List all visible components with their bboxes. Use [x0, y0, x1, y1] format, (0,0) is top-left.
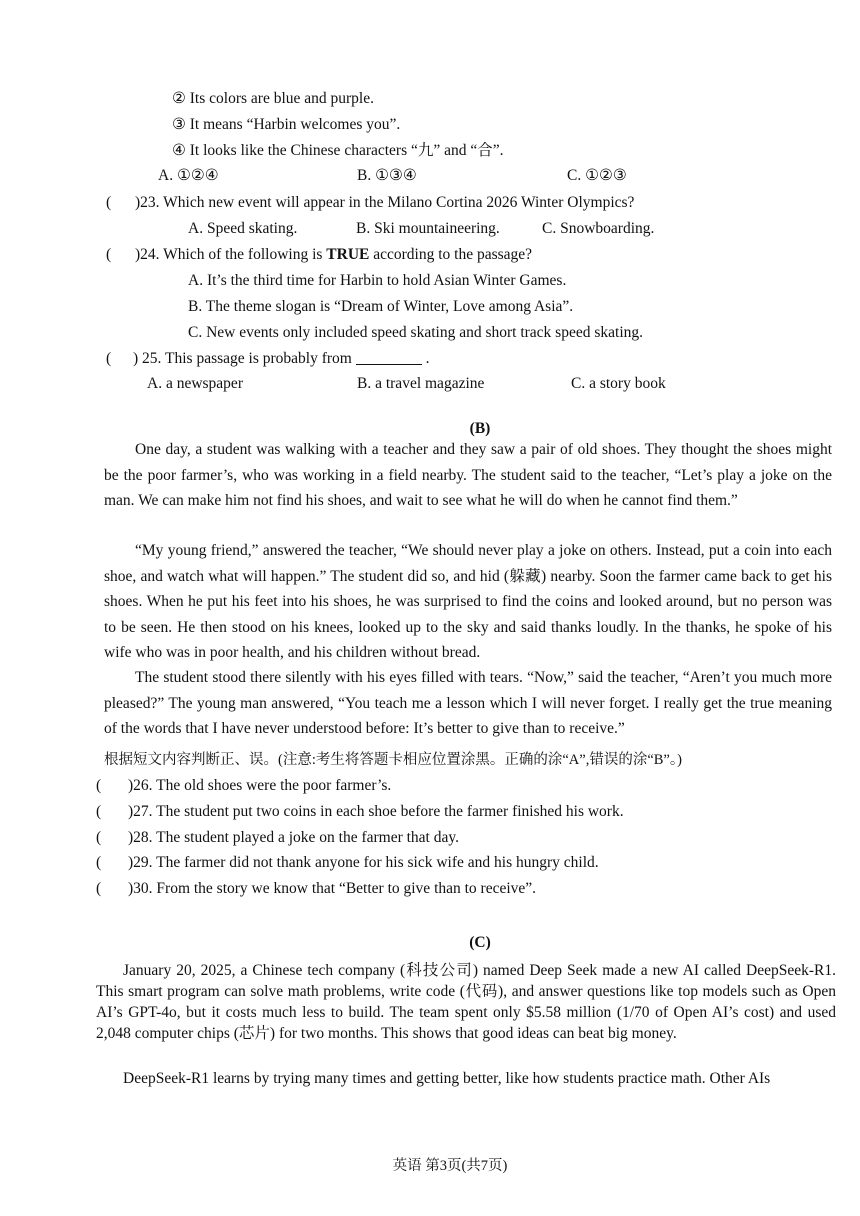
q25-stem-end: . [425, 350, 430, 367]
judgment-26: )26. The old shoes were the poor farmer’s. [128, 777, 392, 794]
q24-option-b: B. The theme slogan is “Dream of Winter, Love among Asia”. [188, 298, 574, 315]
q22-option-b: B. ①③④ [357, 167, 417, 184]
judgment-30: )30. From the story we know that “Better to give than to receive”. [128, 880, 537, 897]
section-b-paragraph-2: “My young friend,” answered the teacher, “We should never play a joke on others. Instead, put a coin into each shoe, and watch what will happen.” The student did so, and hid (躲藏) nearby. Soon the farmer came back to get his shoes. When he put his feet into his shoes, he was surprised to find the coins and looked around, but no person was to be seen. He then stood on his knees, looked up to the sky and said thanks loudly. In the thanks, he spoke of his wife who was in poor health, and his children without bread. [104, 542, 832, 661]
q23-option-a: A. Speed skating. [188, 220, 298, 237]
q25-stem [133, 349, 429, 369]
judgment-30-paren: ( [96, 880, 102, 897]
section-c-paragraph-1: January 20, 2025, a Chinese tech company (科技公司) named Deep Seek made a new AI called DeepSeek-R1. This smart program can solve math problems, write code (代码), and answer questions like top models such as Open AI’s GPT-4o, but it costs much less to build. The team spent only $5.58 million (1/70 of Open AI’s cost) and used 2,048 computer chips (芯片) for two months. This shows that good ideas can beat big money. [96, 962, 836, 1042]
judgment-27-paren: ( [96, 803, 102, 820]
q22-statement-4: ④ It looks like the Chinese characters “九” and “合”. [172, 142, 504, 159]
q25-stem-text: ) 25. This passage is probably from [133, 350, 352, 367]
judgment-29-paren: ( [96, 854, 102, 871]
judgment-28: )28. The student played a joke on the farmer that day. [128, 829, 459, 846]
q24-option-c: C. New events only included speed skating and short track speed skating. [188, 324, 643, 341]
q22-statement-3: ③ It means “Harbin welcomes you”. [172, 116, 401, 133]
q23-option-b: B. Ski mountaineering. [356, 220, 500, 237]
q23-paren: ( [106, 194, 112, 211]
judgment-28-paren: ( [96, 829, 102, 846]
q24-option-a: A. It’s the third time for Harbin to hold Asian Winter Games. [188, 272, 567, 289]
q23-stem: )23. Which new event will appear in the Milano Cortina 2026 Winter Olympics? [135, 194, 635, 211]
judgment-29: )29. The farmer did not thank anyone for his sick wife and his hungry child. [128, 854, 599, 871]
section-c-heading: (C) [469, 934, 491, 951]
q25-answer-blank [356, 350, 422, 365]
q22-option-c: C. ①②③ [567, 167, 627, 184]
q24-paren: ( [106, 246, 112, 263]
judgment-27: )27. The student put two coins in each shoe before the farmer finished his work. [128, 803, 624, 820]
section-b-paragraph-3: The student stood there silently with his eyes filled with tears. “Now,” said the teacher, “Aren’t you much more pleased?” The young man answered, “You teach me a lesson which I will never forget. I really get the true meaning of the words that I have never understood before: It’s better to give than to receive.” [104, 669, 832, 737]
q25-option-c: C. a story book [571, 375, 666, 392]
q24-stem-emphasis: TRUE [326, 246, 370, 263]
page-footer: 英语 第3页(共7页) [392, 1158, 508, 1174]
q22-statement-2: ② Its colors are blue and purple. [172, 90, 374, 107]
q23-option-c: C. Snowboarding. [542, 220, 655, 237]
section-b-instruction: 根据短文内容判断正、误。(注意:考生将答题卡相应位置涂黑。正确的涂“A”,错误的涂“B”。) [104, 752, 682, 768]
q24-stem-text-end: according to the passage? [369, 246, 533, 263]
q22-option-a: A. ①②④ [158, 167, 219, 184]
section-b-paragraph-1: One day, a student was walking with a teacher and they saw a pair of old shoes. They thought the shoes might be the poor farmer’s, who was working in a field nearby. The student said to the teacher, “Let’s play a joke on the man. We can make him not find his shoes, and wait to see what he will do when he cannot find them.” [104, 441, 832, 509]
section-b-heading: (B) [469, 420, 491, 437]
q24-stem [135, 245, 532, 265]
q24-stem-text: )24. Which of the following is [135, 246, 327, 263]
q25-option-a: A. a newspaper [147, 375, 243, 392]
q25-paren: ( [106, 350, 112, 367]
q25-option-b: B. a travel magazine [357, 375, 485, 392]
judgment-26-paren: ( [96, 777, 102, 794]
section-c-paragraph-2: DeepSeek-R1 learns by trying many times and getting better, like how students practice math. Other AIs [123, 1070, 771, 1087]
